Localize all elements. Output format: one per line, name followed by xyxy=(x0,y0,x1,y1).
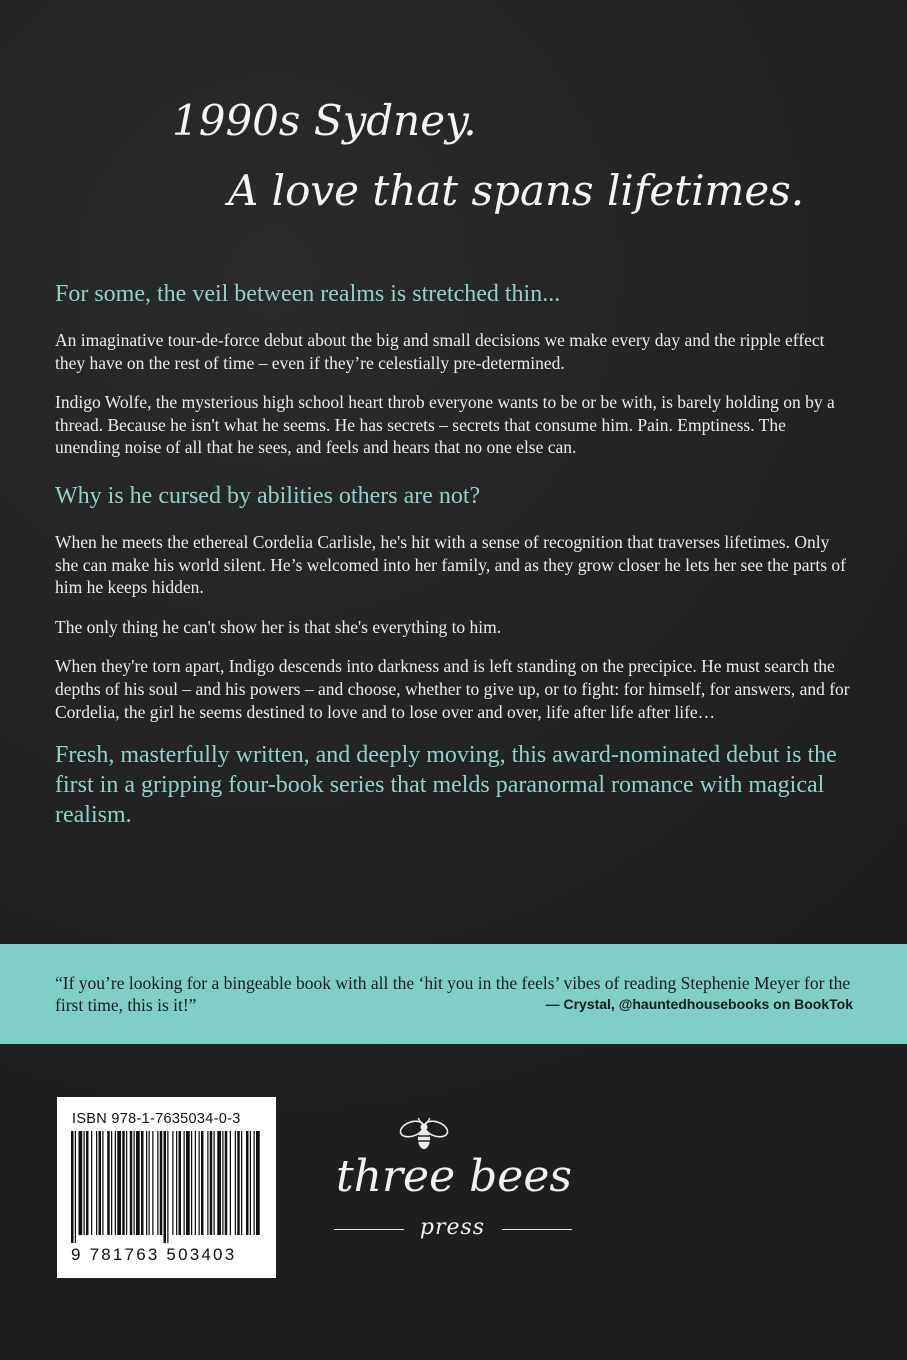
barcode-bar xyxy=(102,1131,103,1235)
barcode-bar xyxy=(225,1131,228,1235)
barcode-bar xyxy=(99,1131,102,1235)
barcode-bar xyxy=(167,1131,168,1243)
blurb-closing: Fresh, masterfully written, and deeply moving, this award-nominated debut is the first in a gripping four-book series that melds paranormal romance with magical realism. xyxy=(55,742,837,829)
barcode-bars xyxy=(69,1131,265,1243)
publisher-name: three bees xyxy=(336,1151,572,1202)
blurb-paragraph-2: Indigo Wolfe, the mysterious high school heart throb everyone wants to be or be with, is barely holding on by a thread. Because he isn't what he seems. He has secrets – secrets that consume him. Pain. Emptiness. The unending noise of all that he sees, and feels and hears that no one else can. xyxy=(55,392,835,458)
tagline-line-1: 1990s Sydney. xyxy=(172,96,477,145)
barcode-bar xyxy=(157,1131,158,1235)
barcode-bar xyxy=(214,1131,215,1235)
blurb xyxy=(55,279,855,830)
review-attribution: — Crystal, @hauntedhousebooks on BookTok xyxy=(545,996,853,1012)
barcode-bar xyxy=(84,1131,85,1235)
isbn-digits: 9 781763 503403 xyxy=(71,1245,237,1264)
blurb-paragraph-4: The only thing he can't show her is that she's everything to him. xyxy=(55,616,502,637)
tagline-line-2: A love that spans lifetimes. xyxy=(228,166,805,215)
barcode-bar xyxy=(71,1131,74,1243)
barcode-bar xyxy=(207,1131,208,1235)
barcode-bar xyxy=(254,1131,255,1235)
barcode xyxy=(57,1097,276,1278)
blurb-paragraph-1: An imaginative tour-de-force debut about the big and small decisions we make every day and the ripple effect they have on the rest of time – even if they’re celestially pre-determined. xyxy=(55,330,825,373)
barcode-bar xyxy=(117,1131,121,1235)
barcode-bar xyxy=(130,1131,133,1235)
barcode-bar xyxy=(201,1131,204,1235)
publisher-imprint: press xyxy=(419,1215,486,1240)
review-quote: “If you’re looking for a bingeable book with all the ‘hit you in the feels’ vibes of reading Stephenie Meyer for the first time, this is it!” xyxy=(55,973,851,1015)
barcode-bar xyxy=(111,1131,112,1235)
tagline xyxy=(170,95,870,217)
barcode-bar xyxy=(136,1131,140,1235)
barcode-bar xyxy=(235,1131,236,1235)
barcode-bar xyxy=(199,1131,200,1235)
barcode-bar xyxy=(246,1131,249,1235)
barcode-bar xyxy=(107,1131,110,1235)
barcode-bar xyxy=(134,1131,135,1235)
barcode-bar xyxy=(115,1131,116,1235)
barcode-bar xyxy=(164,1131,167,1243)
barcode-bar xyxy=(191,1131,192,1235)
blurb-paragraph-5: When they're torn apart, Indigo descends into darkness and is left standing on the precipice. He must search the depths of his soul – and his powers – and choose, whether to give up, or to fight: for himself, for answers, and for Cordelia, the girl he seems destined to love and to lose over and over, life after life after life… xyxy=(55,656,850,722)
barcode-bar xyxy=(250,1131,251,1235)
review-band xyxy=(0,944,907,1044)
publisher-logo xyxy=(330,1115,580,1260)
barcode-bar xyxy=(210,1131,213,1235)
barcode-bar xyxy=(172,1131,173,1235)
barcode-bar xyxy=(186,1131,190,1235)
barcode-bar xyxy=(122,1131,125,1235)
barcode-bar xyxy=(237,1131,240,1235)
blurb-heading-2: Why is he cursed by abilities others are not? xyxy=(55,482,481,509)
barcode-bar xyxy=(160,1131,163,1235)
barcode-bar xyxy=(79,1131,83,1235)
barcode-bar xyxy=(195,1131,196,1235)
barcode-bar xyxy=(149,1131,150,1235)
barcode-bar xyxy=(146,1131,147,1235)
barcode-bar xyxy=(152,1131,153,1235)
barcode-bar xyxy=(86,1131,89,1235)
blurb-heading-1: For some, the veil between realms is stretched thin... xyxy=(55,281,561,307)
barcode-bar xyxy=(256,1131,260,1235)
isbn-label: ISBN 978-1-7635034-0-3 xyxy=(72,1111,241,1127)
barcode-bar xyxy=(184,1131,185,1235)
barcode-bar xyxy=(179,1131,182,1235)
barcode-bar xyxy=(126,1131,127,1235)
bee-icon xyxy=(398,1115,450,1155)
barcode-bar xyxy=(217,1131,221,1235)
barcode-bar xyxy=(91,1131,92,1235)
barcode-bar xyxy=(75,1131,76,1243)
barcode-bar xyxy=(176,1131,177,1235)
barcode-bar xyxy=(222,1131,223,1235)
barcode-bar xyxy=(96,1131,97,1235)
barcode-bar xyxy=(230,1131,231,1235)
barcode-bar xyxy=(141,1131,144,1235)
barcode-bar xyxy=(241,1131,242,1235)
blurb-paragraph-3: When he meets the ethereal Cordelia Carlisle, he's hit with a sense of recognition that traverses lifetimes. Only she can make his world silent. He’s welcomed into her family, and as they grow closer he lets her see the parts of him he keeps hidden. xyxy=(55,531,846,598)
